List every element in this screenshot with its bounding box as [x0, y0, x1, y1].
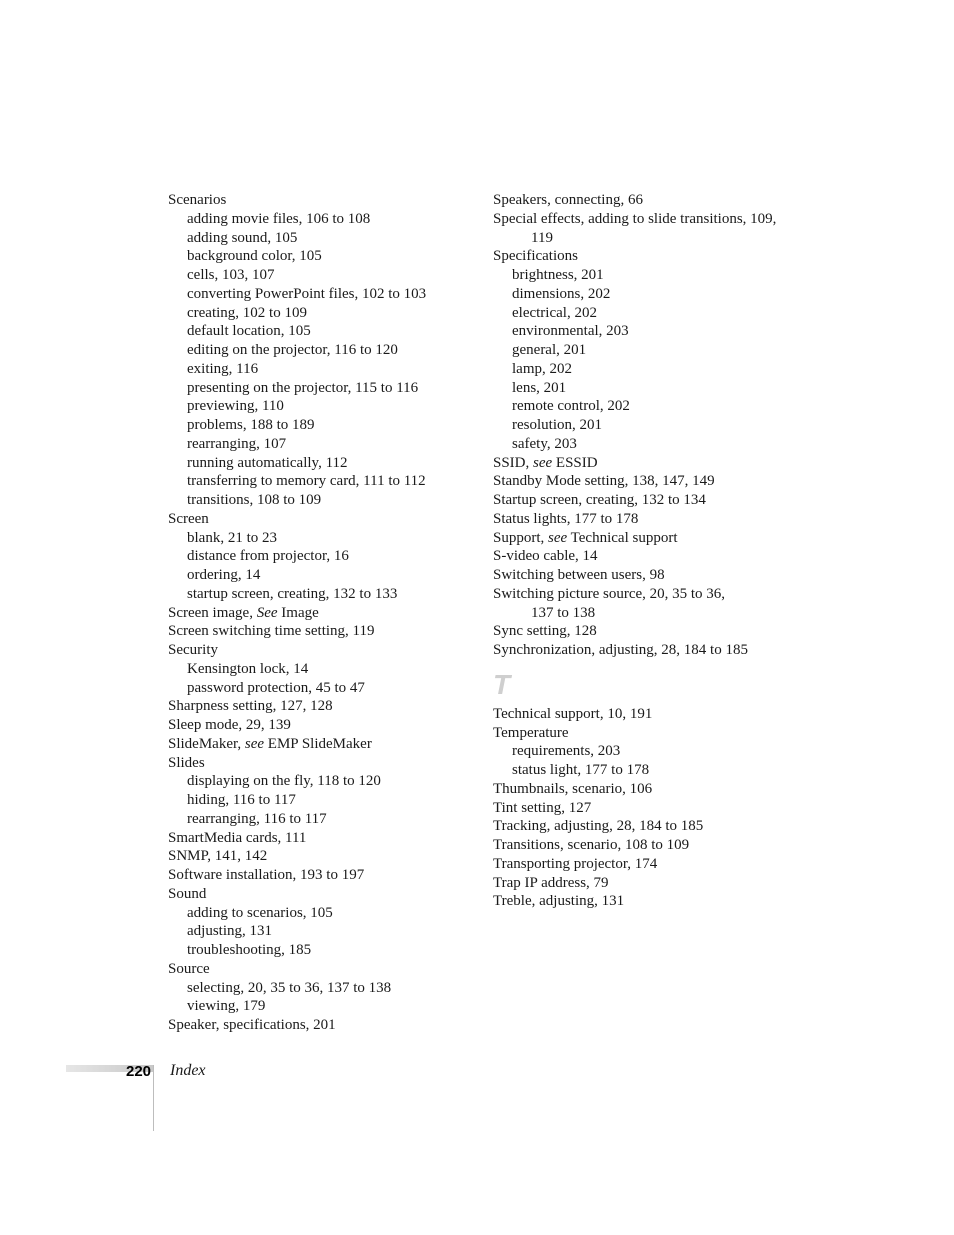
index-subentry	[493, 229, 793, 248]
index-entry-text: dimensions, 202	[512, 285, 611, 302]
index-entry-text: Transitions, scenario, 108 to 109	[493, 837, 690, 853]
index-entry-text: Status lights, 177 to 178	[493, 510, 639, 527]
index-subentry	[168, 322, 468, 341]
index-entry-text: default location, 105	[187, 323, 311, 340]
index-entry-text: SSID,	[493, 454, 534, 471]
index-entry-text: Slides	[168, 754, 205, 771]
index-entry-text: Sync setting, 128	[493, 623, 597, 640]
index-column-right	[493, 191, 793, 911]
index-entry-text: selecting, 20, 35 to 36, 137 to 138	[187, 979, 392, 996]
index-entry	[168, 641, 468, 660]
index-entry-text: Sleep mode, 29, 139	[168, 717, 291, 733]
index-see-target: ESSID	[552, 454, 598, 471]
index-entry-text: creating, 102 to 109	[187, 304, 307, 321]
index-entry	[168, 847, 468, 866]
index-entry	[168, 622, 468, 641]
index-entry	[493, 817, 793, 836]
index-entry-text: Sound	[168, 885, 207, 902]
index-subentry	[168, 566, 468, 585]
index-entry-text: startup screen, creating, 132 to 133	[187, 585, 398, 602]
index-entry-text: Screen	[168, 510, 209, 527]
index-entry	[493, 210, 793, 229]
index-entry	[168, 697, 468, 716]
index-see-reference: See	[256, 604, 278, 621]
index-entry-text: Special effects, adding to slide transitions, 109,	[493, 210, 777, 227]
index-entry-text: Trap IP address, 79	[493, 874, 609, 891]
index-entry	[168, 866, 468, 885]
index-subentry	[168, 491, 468, 510]
index-entry-text: lens, 201	[512, 379, 567, 396]
index-entry	[168, 735, 468, 754]
index-entry-text: Switching picture source, 20, 35 to 36,	[493, 585, 726, 602]
index-entry-text: problems, 188 to 189	[187, 417, 315, 433]
index-see-target: EMP SlideMaker	[264, 735, 372, 752]
index-entry	[168, 754, 468, 773]
index-entry-text: Screen switching time setting, 119	[168, 623, 375, 640]
index-entry-text: safety, 203	[512, 435, 577, 452]
index-entry-text: remote control, 202	[512, 398, 630, 415]
index-entry-text: viewing, 179	[187, 998, 266, 1015]
index-subentry	[168, 810, 468, 829]
index-entry-text: resolution, 201	[512, 417, 602, 433]
index-entry-text: 119	[531, 229, 553, 246]
index-subentry	[168, 379, 468, 398]
index-entry-text: converting PowerPoint files, 102 to 103	[187, 285, 427, 302]
index-entry-text: rearranging, 107	[187, 435, 287, 452]
index-subentry	[493, 266, 793, 285]
index-entry-text: S-video cable, 14	[493, 548, 598, 565]
index-entry-text: Scenarios	[168, 192, 227, 208]
index-entry-text: Support,	[493, 529, 549, 546]
index-entry-text: Kensington lock, 14	[187, 660, 309, 677]
index-entry-text: Tint setting, 127	[493, 799, 592, 816]
index-entry	[493, 780, 793, 799]
index-subentry	[168, 304, 468, 323]
index-subentry	[168, 660, 468, 679]
index-entry	[168, 716, 468, 735]
index-subentry	[168, 266, 468, 285]
index-entry-text: adjusting, 131	[187, 923, 272, 940]
index-see-reference: see	[244, 735, 265, 752]
index-subentry	[168, 247, 468, 266]
index-entry	[493, 585, 793, 604]
index-entry	[168, 604, 468, 623]
footer-rule	[153, 1065, 154, 1131]
index-entry-text: Speaker, specifications, 201	[168, 1017, 336, 1033]
index-entry-text: hiding, 116 to 117	[187, 792, 296, 808]
index-subentry	[168, 229, 468, 248]
index-entry-text: editing on the projector, 116 to 120	[187, 342, 398, 358]
index-subentry	[493, 322, 793, 341]
index-subentry	[168, 435, 468, 454]
index-entry-text: Treble, adjusting, 131	[493, 893, 625, 910]
index-entry-text: Speakers, connecting, 66	[493, 192, 643, 208]
index-entry-text: troubleshooting, 185	[187, 942, 312, 958]
index-entry	[493, 247, 793, 266]
index-entry-text: Standby Mode setting, 138, 147, 149	[493, 473, 715, 490]
index-entry	[493, 799, 793, 818]
index-entry-text: rearranging, 116 to 117	[187, 810, 327, 827]
index-subentry	[493, 360, 793, 379]
footer-section-title: Index	[170, 1062, 206, 1079]
index-entry-text: ordering, 14	[187, 567, 261, 583]
index-entry-text: presenting on the projector, 115 to 116	[187, 379, 419, 396]
index-subentry	[168, 922, 468, 941]
index-subentry	[493, 742, 793, 761]
index-entry-text: Screen image,	[168, 604, 257, 621]
index-entry-text: 137 to 138	[531, 604, 596, 621]
index-entry	[168, 191, 468, 210]
index-entry-text: Security	[168, 642, 218, 658]
index-entry-text: Source	[168, 960, 210, 977]
index-entry-text: blank, 21 to 23	[187, 529, 277, 546]
index-subentry	[493, 397, 793, 416]
index-subentry	[168, 472, 468, 491]
index-entry	[168, 829, 468, 848]
index-entry-text: general, 201	[512, 342, 587, 358]
index-entry-text: Startup screen, creating, 132 to 134	[493, 492, 706, 508]
index-entry-text: previewing, 110	[187, 398, 284, 415]
index-subentry	[168, 454, 468, 473]
index-subentry	[493, 304, 793, 323]
index-entry-text: brightness, 201	[512, 267, 604, 283]
index-entry-text: environmental, 203	[512, 323, 629, 340]
index-entry-text: SmartMedia cards, 111	[168, 829, 307, 846]
index-entry	[493, 705, 793, 724]
index-entry	[493, 641, 793, 660]
index-entry	[168, 1016, 468, 1035]
index-subentry	[493, 379, 793, 398]
index-entry	[493, 472, 793, 491]
index-entry-text: Tracking, adjusting, 28, 184 to 185	[493, 818, 704, 835]
index-entry-text: SlideMaker,	[168, 735, 245, 752]
index-see-reference: see	[548, 529, 568, 546]
index-subentry	[168, 341, 468, 360]
index-entry-text: status light, 177 to 178	[512, 762, 650, 778]
index-subentry	[168, 679, 468, 698]
index-entry	[168, 960, 468, 979]
index-subentry	[168, 791, 468, 810]
index-entry-text: Synchronization, adjusting, 28, 184 to 185	[493, 642, 748, 658]
index-subentry	[168, 397, 468, 416]
index-entry	[493, 491, 793, 510]
index-entry-text: Software installation, 193 to 197	[168, 867, 365, 883]
index-section-letter: T	[493, 668, 511, 700]
index-entry	[493, 566, 793, 585]
index-subentry	[493, 604, 793, 623]
index-entry-text: password protection, 45 to 47	[187, 679, 365, 696]
index-entry-text: transitions, 108 to 109	[187, 492, 322, 508]
index-subentry	[168, 416, 468, 435]
index-entry	[493, 855, 793, 874]
index-entry-text: requirements, 203	[512, 743, 621, 760]
index-entry	[493, 529, 793, 548]
index-subentry	[168, 285, 468, 304]
index-subentry	[168, 585, 468, 604]
index-entry-text: SNMP, 141, 142	[168, 848, 268, 865]
index-entry-text: Sharpness setting, 127, 128	[168, 698, 333, 715]
index-subentry	[168, 360, 468, 379]
index-entry-text: Technical support, 10, 191	[493, 705, 653, 722]
index-entry	[493, 510, 793, 529]
index-entry-text: Specifications	[493, 248, 578, 265]
index-column-left	[168, 191, 468, 1035]
index-entry-text: distance from projector, 16	[187, 548, 349, 565]
index-subentry	[168, 529, 468, 548]
index-entry-text: lamp, 202	[512, 360, 572, 377]
index-entry	[493, 547, 793, 566]
index-see-target: Image	[277, 604, 319, 621]
index-entry-text: adding sound, 105	[187, 229, 298, 246]
index-subentry	[493, 435, 793, 454]
index-entry	[493, 836, 793, 855]
index-entry	[493, 454, 793, 473]
index-entry-text: Thumbnails, scenario, 106	[493, 780, 653, 797]
index-entry	[493, 874, 793, 893]
index-subentry	[493, 341, 793, 360]
index-entry-text: Transporting projector, 174	[493, 855, 658, 872]
index-subentry	[168, 941, 468, 960]
index-subentry	[168, 997, 468, 1016]
index-see-reference: see	[533, 454, 553, 471]
index-entry-text: adding movie files, 106 to 108	[187, 210, 371, 227]
index-entry	[168, 510, 468, 529]
index-entry	[493, 724, 793, 743]
index-subentry	[168, 772, 468, 791]
index-entry-text: electrical, 202	[512, 304, 597, 321]
index-subentry	[493, 416, 793, 435]
index-entry-text: cells, 103, 107	[187, 267, 275, 283]
page-number: 220	[126, 1063, 152, 1080]
index-entry-text: background color, 105	[187, 248, 322, 265]
index-subentry	[493, 761, 793, 780]
index-entry-text: exiting, 116	[187, 360, 259, 377]
index-subentry	[168, 979, 468, 998]
index-entry	[493, 892, 793, 911]
index-entry-text: displaying on the fly, 118 to 120	[187, 773, 381, 790]
index-subentry	[168, 210, 468, 229]
index-entry	[168, 885, 468, 904]
index-subentry	[493, 285, 793, 304]
index-entry-text: running automatically, 112	[187, 454, 348, 471]
index-entry-text: adding to scenarios, 105	[187, 904, 333, 921]
index-entry-text: Switching between users, 98	[493, 567, 665, 583]
index-entry	[493, 622, 793, 641]
index-entry	[493, 191, 793, 210]
index-subentry	[168, 904, 468, 923]
index-entry-text: transferring to memory card, 111 to 112	[187, 473, 426, 490]
index-entry-text: Temperature	[493, 724, 569, 741]
index-see-target: Technical support	[567, 529, 678, 546]
index-subentry	[168, 547, 468, 566]
